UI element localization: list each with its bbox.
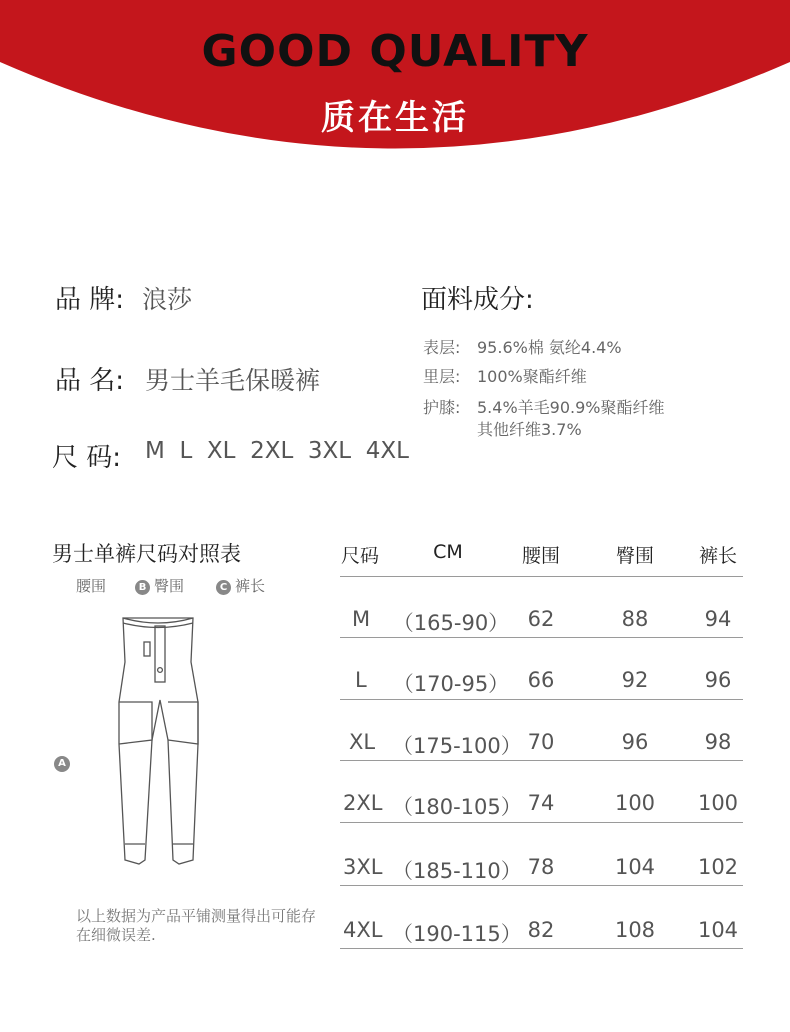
cell-length: 100	[697, 791, 739, 815]
legend-label: 腰围	[76, 577, 107, 595]
cell-waist: 82	[527, 918, 555, 942]
cell-cm: （165-90）	[392, 611, 510, 635]
name-label: 品 名:	[55, 366, 125, 396]
legend-waist	[76, 575, 106, 596]
legend-length	[216, 575, 265, 596]
hero-title-cn: 质在生活	[321, 98, 469, 138]
fabric-key: 表层:	[423, 338, 461, 357]
fabric-row-inner	[423, 366, 587, 388]
table-divider	[340, 637, 743, 638]
measurement-note: 以上数据为产品平铺测量得出可能存在细微误差.	[76, 907, 317, 944]
th-waist: 腰围	[521, 545, 560, 567]
cell-size: 4XL	[343, 918, 383, 942]
cell-waist: 70	[527, 730, 555, 754]
name-value: 男士羊毛保暖裤	[145, 366, 321, 395]
fabric-value-knee-2: 其他纤维3.7%	[477, 420, 582, 439]
table-divider	[340, 822, 743, 823]
cell-hip: 104	[614, 855, 656, 879]
cell-hip: 100	[614, 791, 656, 815]
size-label: 尺 码:	[52, 443, 122, 473]
cell-hip: 108	[614, 918, 656, 942]
table-divider	[340, 885, 743, 886]
legend-hip	[135, 575, 184, 596]
pants-outline	[119, 618, 198, 864]
table-divider	[340, 760, 743, 761]
fabric-value: 100%聚酯纤维	[477, 367, 587, 386]
cell-hip: 92	[621, 668, 649, 692]
cell-size: 3XL	[343, 855, 383, 879]
th-hip: 臀围	[615, 545, 654, 567]
cell-waist: 74	[527, 791, 555, 815]
cell-size: 2XL	[343, 791, 383, 815]
cell-cm: （170-95）	[392, 672, 510, 696]
brand-label: 品 牌:	[55, 285, 125, 315]
knee-panel-right	[168, 702, 198, 744]
cell-length: 96	[704, 668, 732, 692]
table-divider	[340, 576, 743, 577]
legend-label: 臀围	[154, 577, 185, 595]
cell-hip: 88	[621, 607, 649, 631]
hero-title-en: GOOD QUALITY	[201, 26, 589, 77]
fly-placket	[155, 626, 165, 682]
knee-panel-left	[119, 702, 152, 744]
cell-size: M	[352, 607, 371, 631]
size-chart-title: 男士单裤尺码对照表	[52, 542, 241, 566]
cell-size: XL	[349, 730, 376, 754]
label-tag	[144, 642, 150, 656]
fabric-value: 95.6%棉 氨纶4.4%	[477, 338, 622, 357]
fabric-row-knee	[423, 397, 664, 419]
th-length: 裤长	[698, 545, 737, 567]
brand-value: 浪莎	[142, 285, 193, 314]
th-cm: CM	[433, 541, 463, 563]
cell-length: 102	[697, 855, 739, 879]
cell-cm: （180-105）	[392, 795, 522, 819]
cell-length: 94	[704, 607, 732, 631]
table-divider	[340, 948, 743, 949]
fabric-key: 护膝:	[423, 398, 461, 417]
fabric-title: 面料成分:	[421, 285, 534, 315]
fabric-value: 5.4%羊毛90.9%聚酯纤维	[477, 398, 665, 417]
fabric-key: 里层:	[423, 367, 461, 386]
th-size: 尺码	[341, 545, 380, 567]
cell-cm: （190-115）	[392, 922, 522, 946]
waistband	[123, 618, 193, 623]
cell-length: 104	[697, 918, 739, 942]
badge-a: A	[54, 756, 70, 772]
cell-waist: 78	[527, 855, 555, 879]
long-johns-illustration	[105, 612, 215, 878]
cell-cm: （185-110）	[392, 859, 522, 883]
table-divider	[340, 699, 743, 700]
cell-hip: 96	[621, 730, 649, 754]
legend-badge: B	[135, 580, 150, 595]
fabric-row-outer	[423, 337, 622, 359]
waistband-inner	[123, 623, 193, 628]
cell-waist: 66	[527, 668, 555, 692]
size-value: M L XL 2XL 3XL 4XL	[145, 438, 409, 464]
cell-cm: （175-100）	[392, 734, 522, 758]
cell-waist: 62	[527, 607, 555, 631]
legend-label: 裤长	[235, 577, 266, 595]
cell-size: L	[355, 668, 367, 692]
cell-length: 98	[704, 730, 732, 754]
legend-badge: C	[216, 580, 231, 595]
button	[158, 668, 163, 673]
